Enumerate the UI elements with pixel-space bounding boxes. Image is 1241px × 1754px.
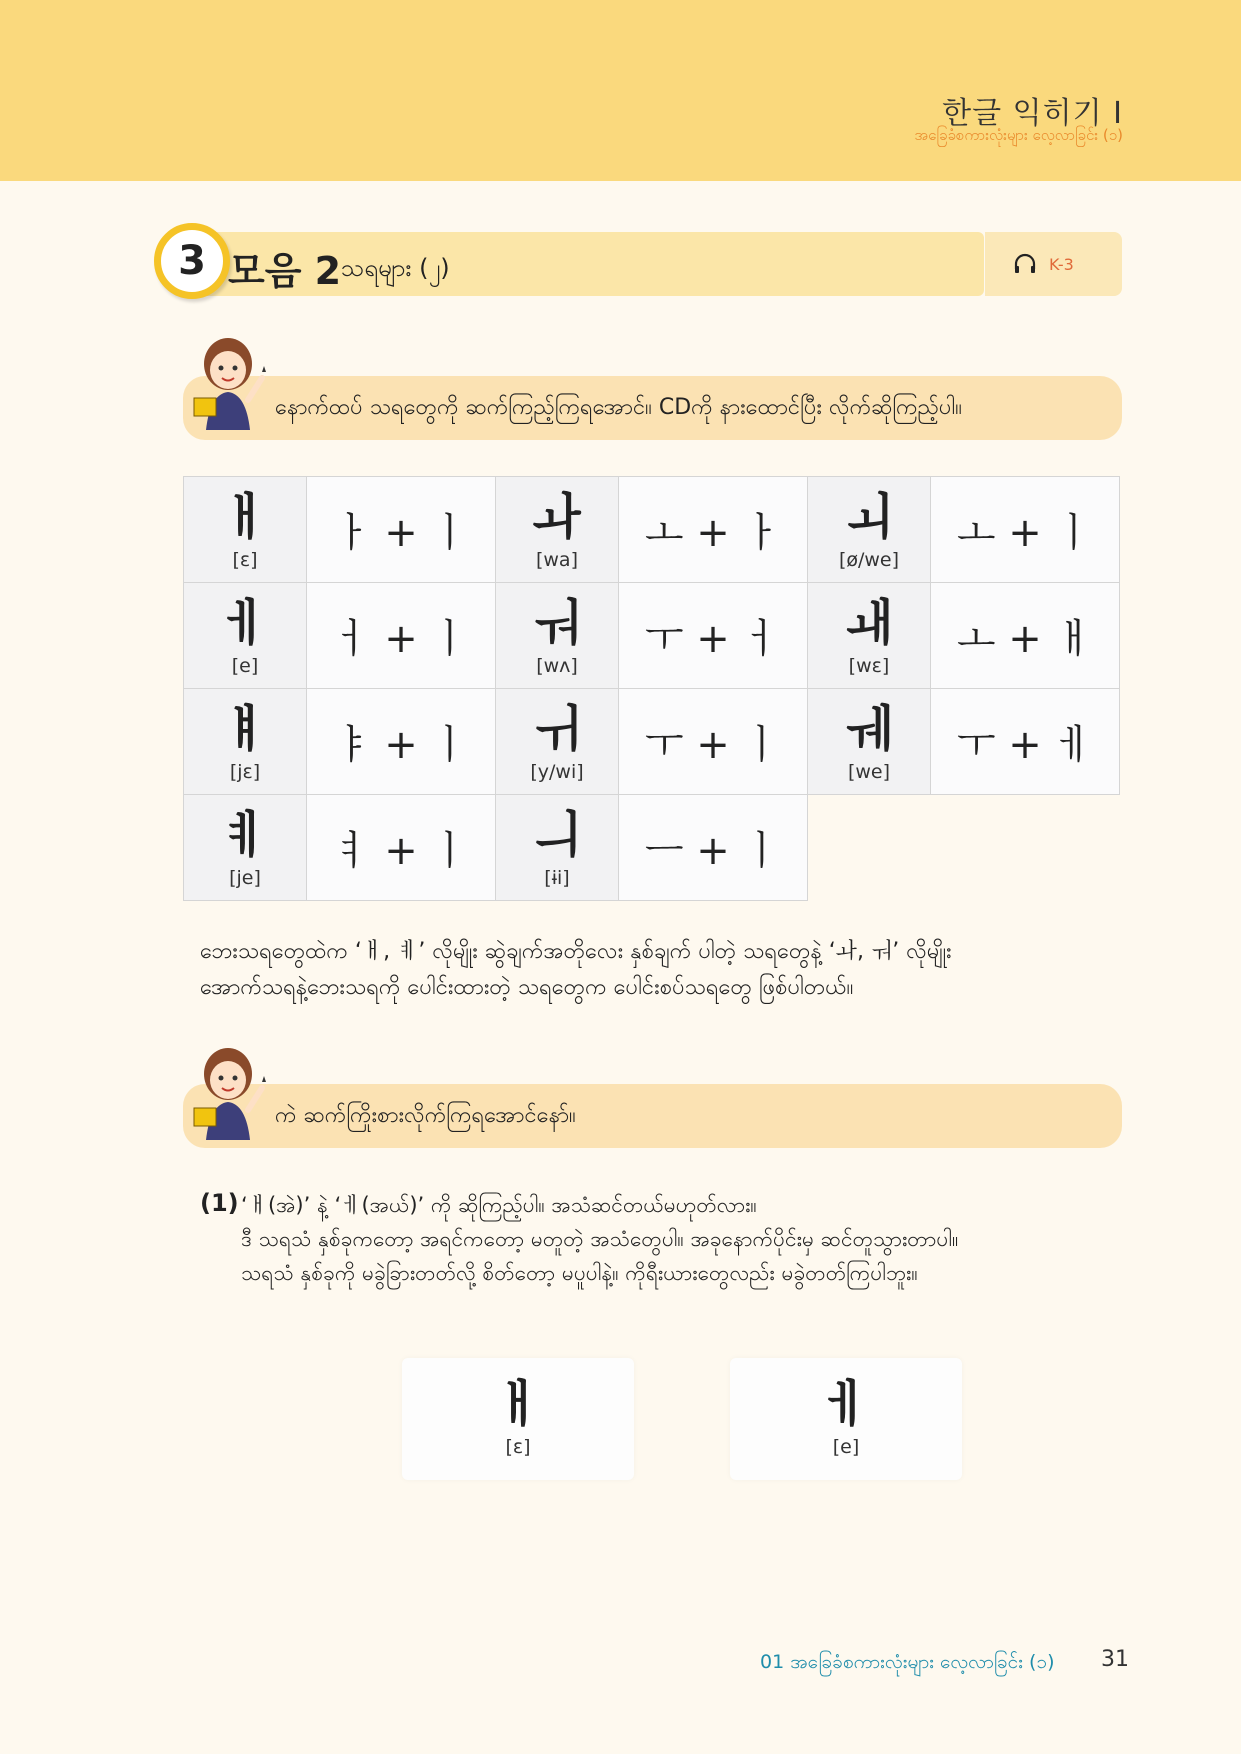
vowel-cell [184, 477, 307, 583]
headphone-icon[interactable] [1013, 252, 1037, 276]
question-line: သရသံ နှစ်ခုကို မခွဲခြားတတ်လို့ စိတ်တော့ မပူပါနဲ့။ ကိုရီးယားတွေလည်း မခွဲတတ်ကြပါဘူး။ [241, 1261, 918, 1285]
table-row [184, 583, 1120, 689]
vowel-cell [184, 795, 307, 901]
question-line: ဒီ သရသံ နှစ်ခုကတော့ အရင်ကတော့ မတူတဲ့ အသံတွေပါ။ အခုနောက်ပိုင်းမှ ဆင်တူသွားတာပါ။ [241, 1227, 959, 1251]
vowel-glyph: ㅖ [220, 805, 270, 864]
page-number: 31 [1101, 1647, 1129, 1672]
vowel-cell [808, 477, 931, 583]
teacher-character-icon [190, 334, 270, 430]
vowel-ipa: [wʌ] [536, 654, 578, 677]
vowel-glyph: ㅞ [844, 699, 894, 758]
composition-cell: ㅑ + ㅣ [307, 689, 496, 795]
vowel-glyph: ㅚ [844, 487, 894, 546]
teacher-character-icon [190, 1044, 270, 1140]
vowel-ipa: [e] [832, 1436, 860, 1458]
vowel-glyph: ㅔ [220, 593, 270, 652]
section-number-badge: 3 [154, 223, 230, 299]
question-number: (1) [200, 1189, 239, 1217]
question-line: ‘ㅐ(အဲ)’ နဲ့ ‘ㅔ(အယ်)’ ကို ဆိုကြည့်ပါ။ အသံဆင်တယ်မဟုတ်လား။ [241, 1193, 757, 1217]
vowel-cell [496, 583, 619, 689]
composition-cell: ㅏ + ㅣ [307, 477, 496, 583]
vowel-ipa: [wa] [535, 548, 578, 571]
explanation-line: ဘေးသရတွေထဲက ‘ㅐ, ㅖ’ လိုမျိုး ဆွဲချက်အတိုလေး နှစ်ချက် ပါတဲ့ သရတွေနဲ့ ‘ㅘ, ㅝ’ လိုမျိုး [200, 939, 952, 964]
vowel-ipa: [ɛ] [505, 1436, 531, 1458]
vowel-cell [496, 689, 619, 795]
vowel-ipa: [y/wi] [530, 760, 584, 783]
composition-cell: ㅕ + ㅣ [307, 795, 496, 901]
composition-cell: ㅜ + ㅔ [931, 689, 1120, 795]
vowel-ipa: [ɨi] [544, 866, 570, 889]
composition-cell: ㅗ + ㅐ [931, 583, 1120, 689]
vowel-ipa: [e] [231, 654, 259, 677]
vowel-cell [184, 583, 307, 689]
vowel-ipa: [we] [847, 760, 891, 783]
footer-chapter: 01 အခြေခံစကားလုံးများ လေ့လာခြင်း (၁) [760, 1651, 1055, 1673]
vowel-ipa: [je] [229, 866, 261, 889]
vowel-card [402, 1358, 634, 1480]
explanation-line: အောက်သရနဲ့ဘေးသရကို ပေါင်းထားတဲ့ သရတွေက ပေါင်းစပ်သရတွေ ဖြစ်ပါတယ်။ [200, 975, 854, 1000]
section-title: 모음 2 [228, 249, 342, 293]
vowel-glyph: ㅟ [532, 699, 582, 758]
table-row [184, 689, 1120, 795]
audio-track-label: K-3 [1049, 255, 1074, 274]
vowel-glyph: ㅘ [532, 487, 582, 546]
header-subtitle: အခြေခံစကားလုံးများ လေ့လာခြင်း (၁) [914, 126, 1123, 144]
vowel-ipa: [jɛ] [229, 760, 261, 783]
vowel-glyph: ㅙ [844, 593, 894, 652]
instruction-text: ကဲ ဆက်ကြိုးစားလိုက်ကြရအောင်နော်။ [275, 1103, 576, 1128]
composition-cell: ㅗ + ㅏ [619, 477, 808, 583]
composition-cell: ㅜ + ㅓ [619, 583, 808, 689]
vowel-card [730, 1358, 962, 1480]
section-subtitle: သရများ (၂) [341, 254, 450, 282]
question-text [241, 1188, 1141, 1290]
vowel-glyph: ㅢ [532, 805, 582, 864]
vowel-ipa: [ɛ] [232, 548, 258, 571]
vowel-cell [184, 689, 307, 795]
instruction-text: နောက်ထပ် သရတွေကို ဆက်ကြည့်ကြရအောင်။ CDကို နားထောင်ပြီး လိုက်ဆိုကြည့်ပါ။ [275, 395, 962, 420]
vowel-cell [808, 689, 931, 795]
vowel-glyph: ㅔ [821, 1375, 871, 1433]
table-row [184, 795, 1120, 901]
composition-cell: ㅜ + ㅣ [619, 689, 808, 795]
composition-cell: ㅗ + ㅣ [931, 477, 1120, 583]
composition-cell: ㅓ + ㅣ [307, 583, 496, 689]
vowel-glyph: ㅐ [220, 487, 270, 546]
composition-cell: ㅡ + ㅣ [619, 795, 808, 901]
vowel-ipa: [wɛ] [848, 654, 890, 677]
vowel-glyph: ㅝ [532, 593, 582, 652]
vowel-glyph: ㅐ [493, 1375, 543, 1433]
vowel-cell [808, 583, 931, 689]
table-row [184, 477, 1120, 583]
empty-cell [931, 795, 1120, 901]
empty-cell [808, 795, 931, 901]
vowel-ipa: [ø/we] [838, 548, 900, 571]
vowel-composition-table [183, 476, 1120, 901]
header-title: 한글 익히기 I [942, 96, 1123, 131]
vowel-glyph: ㅒ [220, 699, 270, 758]
vowel-cell [496, 477, 619, 583]
vowel-cell [496, 795, 619, 901]
